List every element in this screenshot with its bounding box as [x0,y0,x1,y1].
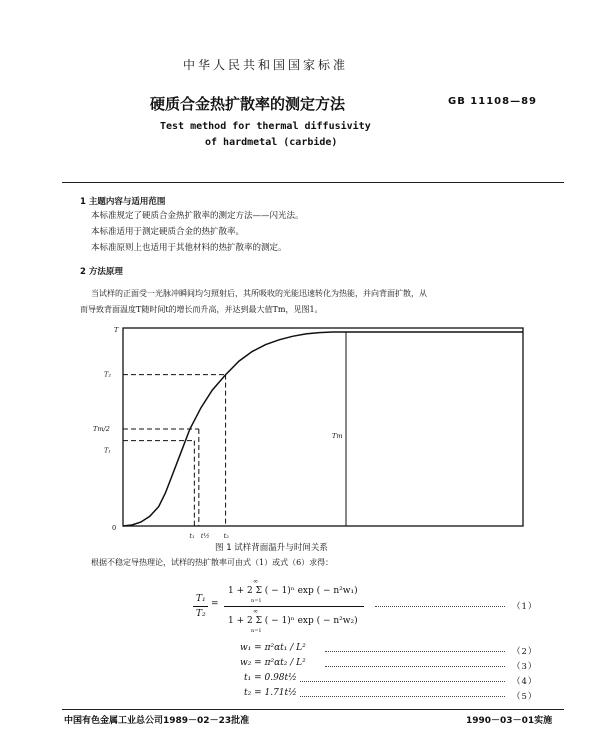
section2-para-line1: 当试样的正面受一光脉冲瞬间均匀照射后，其所吸收的光能迅速转化为热能，并向背面扩散，从 [91,289,427,298]
eq5-number: （5） [512,692,538,702]
eq2: w₁ = π²αt₁ / L² [240,643,306,653]
y-axis-label: T [114,326,119,334]
eq1-sum-top-upper: ∞ [253,578,258,585]
section1-line1: 本标准规定了硬质合金热扩散率的测定方法——闪光法。 [91,211,304,221]
section1-line2: 本标准适用于测定硬质合金的热扩散率。 [91,227,245,237]
tick-label-Tm-half: Tm/2 [93,425,110,433]
english-title-line2: of hardmetal (carbide) [205,137,338,148]
eq1-sum-bottom-upper: n=1 [251,598,262,604]
approval-line: 中国有色金属工业总公司1989－02－23批准 [64,716,250,726]
document-title: 硬质合金热扩散率的测定方法 [150,95,346,113]
eq1-numerator: 1 + 2 Σ ( − 1)ⁿ exp ( − n²w₁) [228,586,358,596]
tick-label-T1: T₁ [104,446,111,455]
chart-frame [123,328,523,526]
eq1-lhs-numerator: T₁ [196,594,206,604]
eq4-leader-dots [300,681,505,682]
section1-heading: 1 主题内容与适用范围 [80,197,166,207]
document-code: GB 11108—89 [448,96,538,107]
eq1-lhs-bar [193,606,208,607]
tick-label-T2: T₂ [104,370,111,379]
eq1-sum-top-lower: ∞ [253,608,258,615]
figure-1-chart [90,320,530,545]
eq5-leader-dots [300,696,505,697]
eq3: w₂ = π²αt₂ / L² [240,658,306,668]
english-title-line1: Test method for thermal diffusivity [160,121,371,132]
section2-para-line2: 而导致背面温度T随时间t的增长而升高，并达到最大值Tm，见图1。 [80,305,323,314]
eq1-fraction-bar [224,606,364,607]
eq2-number: （2） [512,647,538,657]
eq3-number: （3） [512,662,538,672]
eq1-number: （1） [512,602,538,612]
figure-caption: 图 1 试样背面温升与时间关系 [215,543,328,553]
tick-label-t-half: t½ [200,532,210,540]
implementation-line: 1990－03－01实施 [466,716,553,726]
theory-line: 根据不稳定导热理论，试样的热扩散率可由式（1）或式（6）求得： [91,558,334,567]
eq1-equals: = [211,599,219,609]
annotation-Tm: Tm [332,432,343,440]
eq1-leader-dots [375,606,505,607]
section2-heading: 2 方法原理 [80,267,123,277]
eq3-leader-dots [325,666,505,667]
eq5: t₂ = 1.71t½ [244,688,297,698]
eq2-leader-dots [325,651,505,652]
eq4: t₁ = 0.98t½ [244,673,297,683]
tick-label-origin: 0 [112,524,117,532]
header-rule [62,182,564,183]
eq1-denominator: 1 + 2 Σ ( − 1)ⁿ exp ( − n²w₂) [228,616,358,626]
tick-label-t1: t₁ [189,532,195,540]
eq1-sum-bottom-lower: n=1 [251,628,262,634]
footer-rule [62,709,564,710]
eq4-number: （4） [512,677,538,687]
eq1-lhs-denominator: T₂ [196,609,206,619]
tick-label-t2: t₂ [223,532,229,540]
section1-line3: 本标准原则上也适用于其他材料的热扩散率的测定。 [91,243,287,253]
standard-title: 中华人民共和国国家标准 [183,58,349,72]
